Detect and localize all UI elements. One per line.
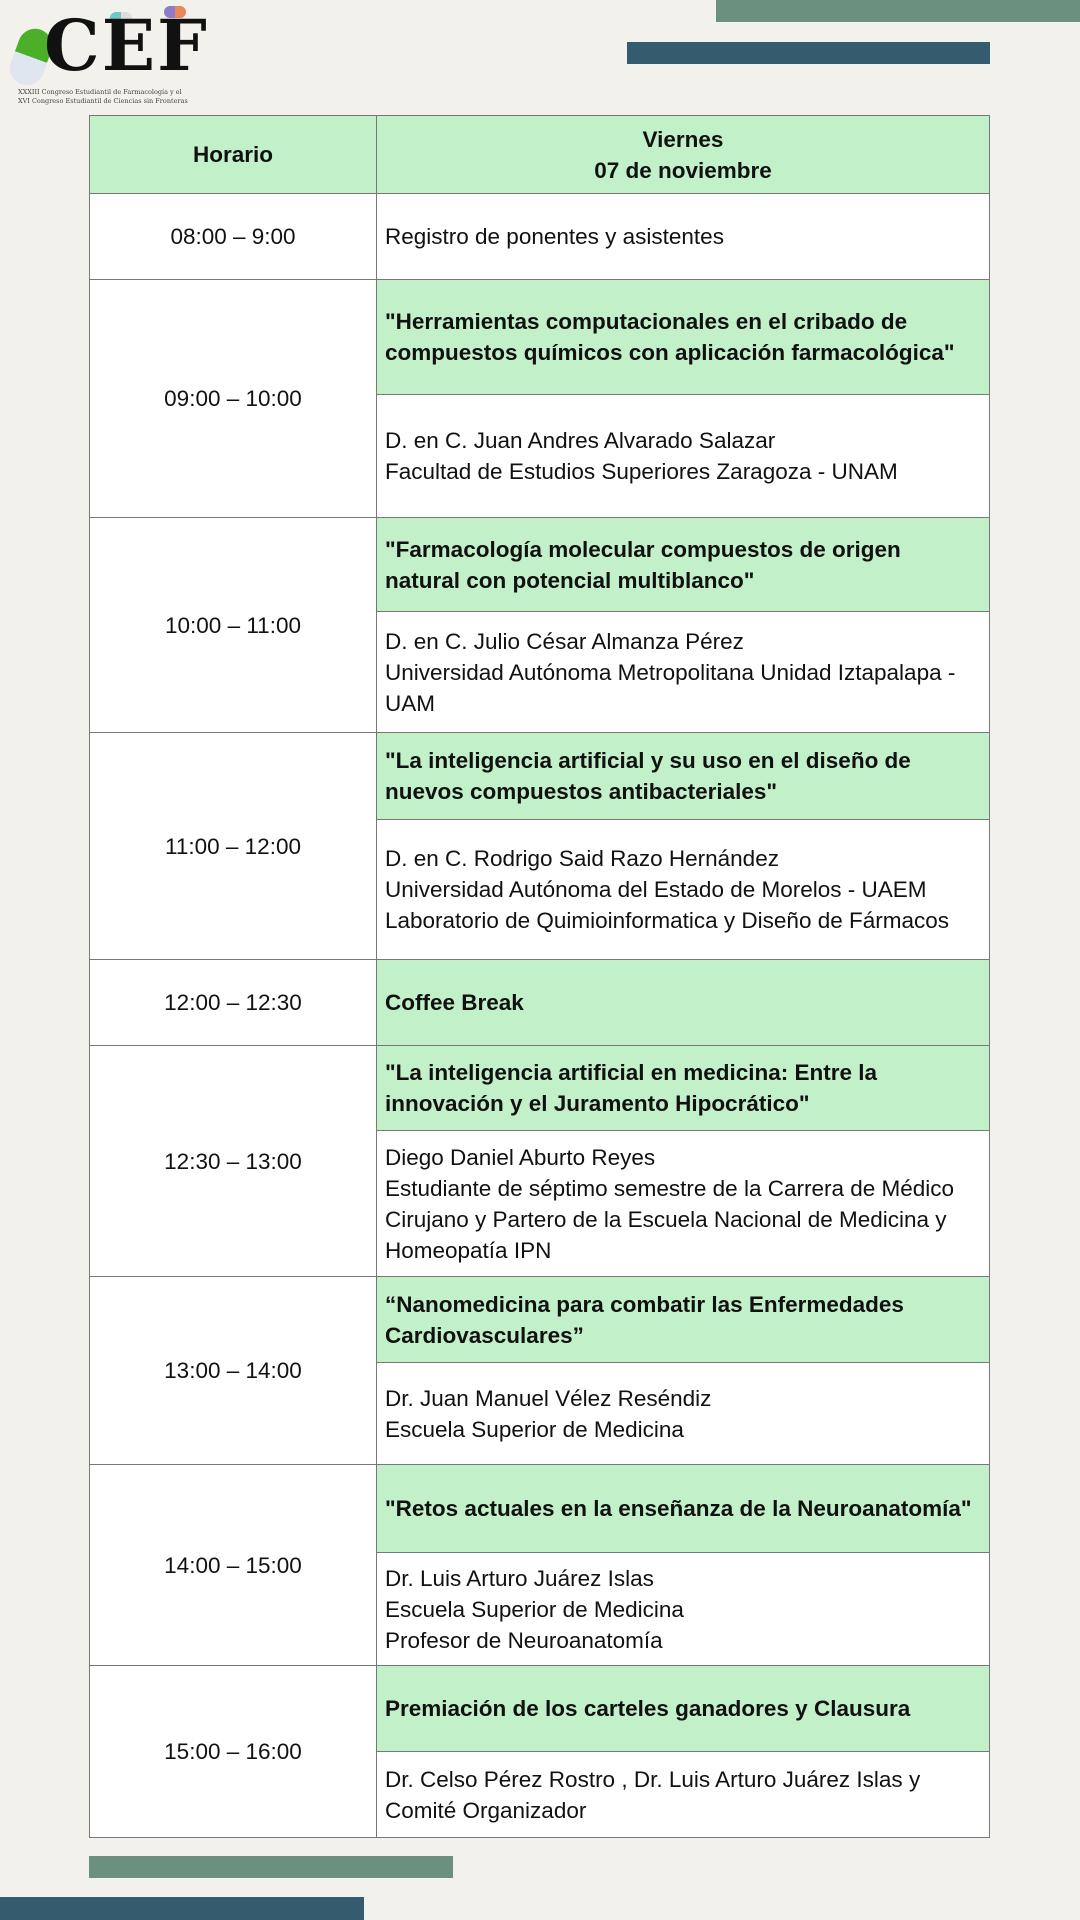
time-cell: 11:00 – 12:00: [90, 733, 377, 960]
speaker-line: Escuela Superior de Medicina: [385, 1416, 684, 1442]
speaker-cell: [377, 612, 990, 733]
decor-bar-top-navy: [627, 42, 990, 64]
speaker-line: Diego Daniel Aburto Reyes: [385, 1144, 656, 1170]
speaker-line: Laboratorio de Quimioinformatica y Diseño de Fármacos: [385, 908, 950, 933]
time-cell: 14:00 – 15:00: [90, 1465, 377, 1666]
talk-title: "La inteligencia artificial y su uso en el diseño de nuevos compuestos antibacteriales": [377, 733, 990, 820]
speaker-cell: [377, 1752, 990, 1838]
time-cell: 08:00 – 9:00: [90, 194, 377, 280]
speaker-cell: [377, 1553, 990, 1666]
table-row: [90, 518, 990, 612]
schedule-table: [89, 115, 990, 1838]
table-row: [90, 1046, 990, 1131]
time-cell: 09:00 – 10:00: [90, 280, 377, 518]
speaker-line: Universidad Autónoma Metropolitana Unidad Iztapalapa - UAM: [385, 659, 956, 716]
speaker-line: Facultad de Estudios Superiores Zaragoza - UNAM: [385, 459, 898, 484]
logo-subtitle: XVI Congreso Estudiantil de Ciencias sin Fronteras: [18, 97, 188, 105]
decor-bar-bottom-navy: [0, 1897, 364, 1920]
talk-title: Premiación de los carteles ganadores y Clausura: [377, 1666, 990, 1752]
activity-cell: Registro de ponentes y asistentes: [377, 194, 990, 280]
table-row: [90, 960, 990, 1046]
table-row: [90, 1465, 990, 1553]
talk-title: “Nanomedicina para combatir las Enfermedades Cardiovasculares”: [377, 1277, 990, 1363]
table-row: [90, 1666, 990, 1752]
speaker-line: D. en C. Juan Andres Alvarado Salazar: [385, 428, 776, 453]
header-horario: Horario: [90, 116, 377, 194]
decor-bar-bottom-sage: [89, 1856, 453, 1878]
speaker-line: Dr. Luis Arturo Juárez Islas: [385, 1565, 654, 1591]
header-day: Viernes 07 de noviembre: [377, 116, 990, 194]
time-cell: 10:00 – 11:00: [90, 518, 377, 733]
speaker-line: Universidad Autónoma del Estado de Morelos - UAEM: [385, 877, 927, 902]
talk-title: "La inteligencia artificial en medicina: Entre la innovación y el Juramento Hipocrático": [377, 1046, 990, 1131]
speaker-cell: [377, 1131, 990, 1277]
time-cell: 12:30 – 13:00: [90, 1046, 377, 1277]
table-row: [90, 733, 990, 820]
talk-title: "Farmacología molecular compuestos de origen natural con potencial multiblanco": [377, 518, 990, 612]
activity-cell: Coffee Break: [377, 960, 990, 1046]
table-row: [90, 280, 990, 395]
speaker-cell: [377, 395, 990, 518]
speaker-line: Profesor de Neuroanatomía: [385, 1627, 663, 1653]
speaker-line: Escuela Superior de Medicina: [385, 1596, 684, 1622]
speaker-cell: [377, 820, 990, 960]
time-cell: 12:00 – 12:30: [90, 960, 377, 1046]
speaker-line: D. en C. Rodrigo Said Razo Hernández: [385, 846, 779, 871]
speaker-cell: [377, 1363, 990, 1465]
talk-title: "Retos actuales en la enseñanza de la Neuroanatomía": [377, 1465, 990, 1553]
speaker-line: Dr. Celso Pérez Rostro , Dr. Luis Arturo Juárez Islas y Comité Organizador: [385, 1766, 921, 1823]
congress-logo: [4, 2, 214, 110]
talk-title: "Herramientas computacionales en el cribado de compuestos químicos con aplicación farmacológica": [377, 280, 990, 395]
speaker-line: Dr. Juan Manuel Vélez Reséndiz: [385, 1385, 712, 1411]
table-row: [90, 1277, 990, 1363]
time-cell: 15:00 – 16:00: [90, 1666, 377, 1838]
logo-subtitle: XXXIII Congreso Estudiantil de Farmacología y el: [18, 88, 182, 96]
time-cell: 13:00 – 14:00: [90, 1277, 377, 1465]
logo-text: CEF: [44, 4, 209, 87]
speaker-line: Estudiante de séptimo semestre de la Carrera de Médico Cirujano y Partero de la Escuela Nacional de Medicina y Homeopatía IPN: [385, 1175, 955, 1263]
speaker-line: D. en C. Julio César Almanza Pérez: [385, 628, 744, 654]
table-row: [90, 194, 990, 280]
decor-bar-top-right: [716, 0, 1080, 22]
